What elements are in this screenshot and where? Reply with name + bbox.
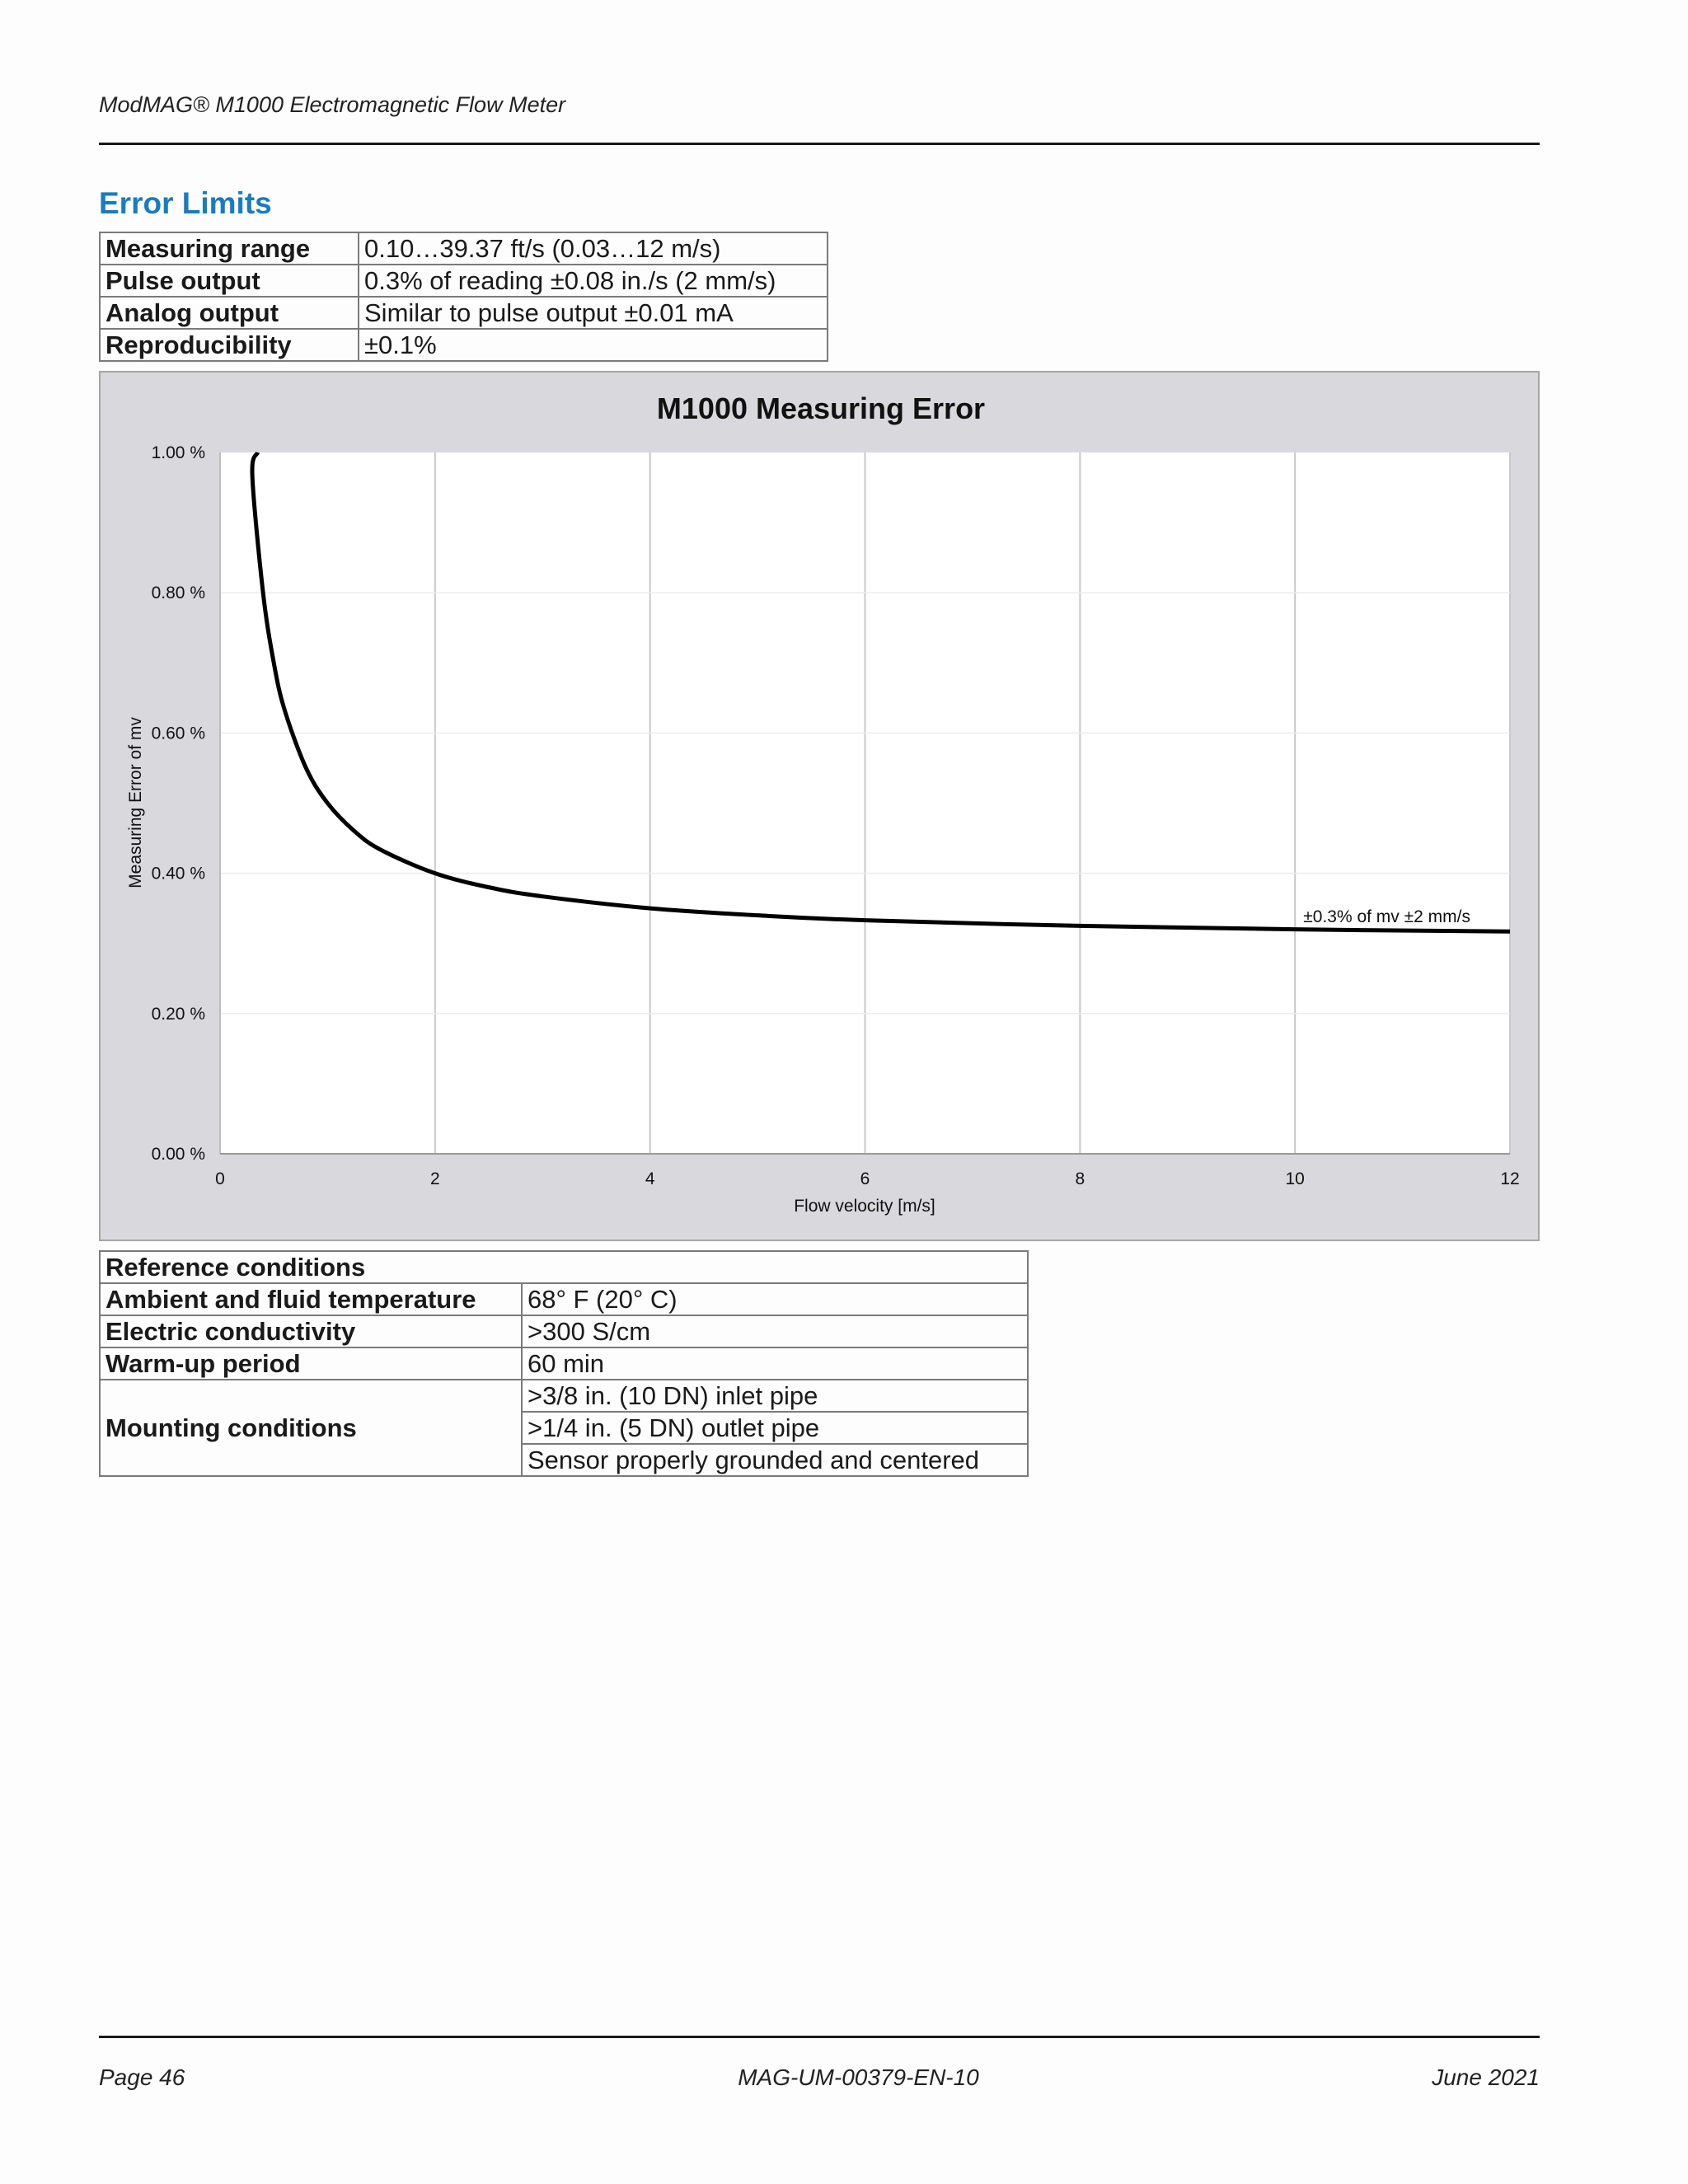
row-label: Reproducibility: [100, 329, 359, 361]
footer-rule: [99, 2036, 1540, 2038]
table-heading: Reference conditions: [100, 1251, 1028, 1283]
row-value: Sensor properly grounded and centered: [522, 1444, 1028, 1476]
table-row: [100, 1315, 1028, 1347]
row-label: Electric conductivity: [100, 1315, 522, 1347]
reference-conditions-table: [99, 1250, 1029, 1477]
row-value: >3/8 in. (10 DN) inlet pipe: [522, 1380, 1028, 1412]
row-value: >1/4 in. (5 DN) outlet pipe: [522, 1412, 1028, 1444]
row-label: Pulse output: [100, 265, 359, 297]
row-value: ±0.1%: [359, 329, 828, 361]
y-tick-label: 0.40 %: [151, 864, 205, 883]
chart-title: M1000 Measuring Error: [656, 391, 986, 425]
x-axis-label: Flow velocity [m/s]: [794, 1197, 935, 1216]
table-row: [100, 265, 828, 297]
row-value: 68° F (20° C): [522, 1283, 1028, 1315]
x-tick-label: 10: [1285, 1169, 1305, 1188]
error-limits-table: [99, 232, 828, 362]
y-tick-label: 1.00 %: [151, 443, 205, 462]
y-tick-label: 0.80 %: [151, 583, 205, 603]
x-tick-label: 12: [1500, 1169, 1520, 1188]
x-tick-label: 0: [215, 1169, 225, 1188]
row-label: Ambient and fluid temperature: [100, 1283, 522, 1315]
publication-date: June 2021: [1432, 2064, 1540, 2090]
y-tick-label: 0.00 %: [151, 1145, 205, 1164]
chart-svg: [101, 373, 1541, 1243]
y-tick-label: 0.60 %: [151, 724, 205, 743]
row-label: Analog output: [100, 297, 359, 329]
header-rule: [99, 143, 1540, 145]
measuring-error-chart: [99, 371, 1540, 1241]
document-header-title: ModMAG® M1000 Electromagnetic Flow Meter: [99, 92, 566, 117]
x-tick-label: 4: [645, 1169, 655, 1188]
row-value: Similar to pulse output ±0.01 mA: [359, 297, 828, 329]
page-number: Page 46: [99, 2064, 185, 2090]
x-tick-label: 2: [429, 1169, 440, 1188]
document-id: MAG-UM-00379-EN-10: [738, 2064, 979, 2090]
table-row: [100, 1347, 1028, 1380]
row-label: Warm-up period: [100, 1347, 522, 1380]
row-label: Measuring range: [100, 232, 359, 265]
table-row: [100, 329, 828, 361]
table-row: [100, 1283, 1028, 1315]
y-axis-label: Measuring Error of mv: [126, 717, 145, 888]
row-value: >300 S/cm: [522, 1315, 1028, 1347]
row-value: 60 min: [522, 1347, 1028, 1380]
curve-annotation: ±0.3% of mv ±2 mm/s: [1303, 907, 1470, 926]
table-row: [100, 1251, 1028, 1283]
x-tick-label: 6: [860, 1169, 870, 1188]
table-row: [100, 297, 828, 329]
row-value: 0.3% of reading ±0.08 in./s (2 mm/s): [359, 265, 828, 297]
row-label: Mounting conditions: [100, 1380, 522, 1476]
y-tick-label: 0.20 %: [151, 1004, 205, 1024]
section-title: Error Limits: [99, 186, 272, 220]
table-row: [100, 232, 828, 265]
row-value: 0.10…39.37 ft/s (0.03…12 m/s): [359, 232, 828, 265]
x-tick-label: 8: [1075, 1169, 1085, 1188]
table-row: [100, 1380, 1028, 1412]
